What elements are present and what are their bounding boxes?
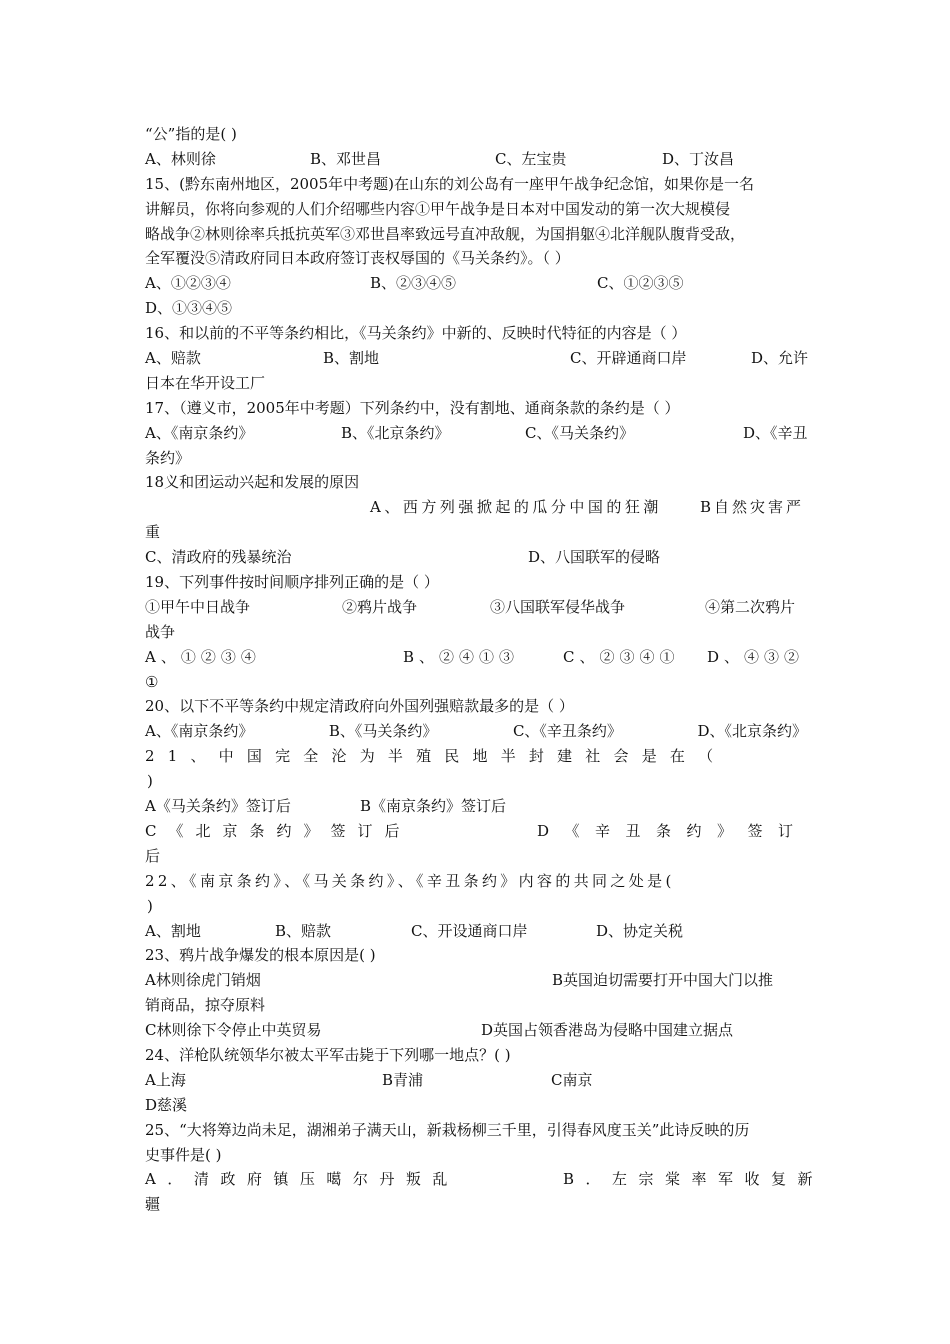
- q14-options: [145, 147, 807, 172]
- q21-options-cd: [145, 819, 807, 844]
- q16-stem: 16、和以前的不平等条约相比，《马关条约》中新的、反映时代特征的内容是（ ）: [145, 324, 687, 343]
- q16-option-b: B、割地: [323, 349, 380, 368]
- q20-option-c: C、《辛丑条约》: [512, 722, 622, 741]
- q16-option-a: A、赔款: [145, 349, 201, 368]
- q16-option-d-cont: 日本在华开设工厂: [145, 373, 266, 392]
- q19-option-c: C、②③④①: [563, 647, 680, 666]
- q20-option-a: A、《南京条约》: [145, 722, 254, 741]
- q19-event-2: ②鸦片战争: [342, 597, 418, 616]
- q18-option-c: C、清政府的残暴统治: [145, 548, 292, 567]
- exam-page: [145, 122, 825, 1217]
- q24-stem: 24、洋枪队统领华尔被太平军击毙于下列哪一地点？( ): [145, 1045, 511, 1064]
- q25-option-b: B．左宗棠率军收复新: [563, 1170, 825, 1189]
- q25-line-1: 25、“大将筹边尚未足，湖湘弟子满天山，新栽杨柳三千里，引得春风度玉关”此诗反映的历: [145, 1120, 750, 1139]
- q21-option-d: D《辛丑条约》签订: [537, 821, 809, 840]
- q22-stem-cont: ): [147, 896, 153, 915]
- q18-stem: 18义和团运动兴起和发展的原因: [145, 473, 360, 492]
- q25-option-b-cont: 疆: [145, 1195, 161, 1214]
- q14-option-c: C、左宝贵: [495, 149, 567, 168]
- q22-options: [145, 919, 807, 944]
- q17-option-b: B、《北京条约》: [341, 423, 450, 442]
- q16-option-c: C、开辟通商口岸: [570, 349, 687, 368]
- q23-stem: 23、鸦片战争爆发的根本原因是( ): [145, 946, 376, 965]
- q24-option-a: A上海: [145, 1070, 186, 1089]
- q25-line-2: 史事件是( ): [145, 1145, 222, 1164]
- q20-option-d: D、《北京条约》: [697, 722, 807, 741]
- q17-option-c: C、《马关条约》: [525, 423, 634, 442]
- q24-option-c: C南京: [551, 1070, 593, 1089]
- q18-options-ab: [145, 495, 807, 520]
- q22-option-b: B、赔款: [275, 921, 332, 940]
- q23-option-b-cont: 销商品，掠夺原料: [145, 996, 266, 1015]
- q15-option-c: C、①②③⑤: [597, 274, 684, 293]
- q19-event-3: ③八国联军侵华战争: [490, 597, 626, 616]
- q19-option-d: D、④③②: [707, 647, 805, 666]
- q22-option-d: D、协定关税: [596, 921, 684, 940]
- q17-option-d: D、《辛丑: [743, 423, 808, 442]
- q15-line-4: 全军覆没⑤清政府同日本政府签订丧权辱国的《马关条约》。（ ）: [145, 249, 570, 268]
- q19-stem: 19、下列事件按时间顺序排列正确的是（ ）: [145, 573, 439, 592]
- q18-options-cd: [145, 545, 807, 570]
- q25-options: [145, 1167, 825, 1192]
- q15-option-a: A、①②③④: [145, 274, 231, 293]
- q19-option-b: B、②④①③: [403, 647, 520, 666]
- q21-option-c: C《北京条约》签订后: [145, 821, 412, 840]
- q18-option-b-cont: 重: [145, 523, 161, 542]
- q23-option-c: C林则徐下令停止中英贸易: [145, 1021, 322, 1040]
- q15-options: [145, 271, 807, 296]
- q15-line-3: 略战争②林则徐率兵抵抗英军③邓世昌率致远号直冲敌舰，为国捐躯④北洋舰队腹背受敌，: [145, 224, 746, 243]
- q14-option-d: D、丁汝昌: [662, 149, 735, 168]
- q23-option-b: B英国迫切需要打开中国大门以推: [552, 971, 774, 990]
- q15-option-b: B、②③④⑤: [370, 274, 457, 293]
- q21-option-b: B《南京条约》签订后: [360, 797, 507, 816]
- q16-option-d: D、允许: [751, 349, 809, 368]
- q19-event-4-cont: 战争: [145, 622, 176, 641]
- q17-stem: 17、（遵义市，2005年中考题）下列条约中，没有割地、通商条款的条约是（ ）: [145, 398, 680, 417]
- q21-option-a: A《马关条约》签订后: [145, 797, 291, 816]
- q23-option-a: A林则徐虎门销烟: [145, 971, 261, 990]
- q23-options-ab: [145, 968, 807, 993]
- q14-option-b: B、邓世昌: [310, 149, 382, 168]
- q19-options: [145, 645, 807, 670]
- q20-option-b: B、《马关条约》: [328, 722, 438, 741]
- q25-option-a: A．清政府镇压噶尔丹叛乱: [145, 1170, 459, 1189]
- q21-options-ab: [145, 794, 807, 819]
- q22-option-c: C、开设通商口岸: [411, 921, 528, 940]
- q24-options: [145, 1068, 807, 1093]
- q21-stem: 21、中国完全沦为半殖民地半封建社会是在（: [145, 747, 727, 766]
- q19-option-a: A、①②③④: [145, 647, 261, 666]
- q23-option-d: D英国占领香港岛为侵略中国建立据点: [481, 1021, 734, 1040]
- q21-option-d-cont: 后: [145, 846, 161, 865]
- q15-line-2: 讲解员，你将向参观的人们介绍哪些内容①甲午战争是日本对中国发动的第一次大规模侵: [145, 199, 731, 218]
- q24-option-b: B青浦: [382, 1070, 424, 1089]
- q24-option-d: D慈溪: [145, 1095, 188, 1114]
- q19-event-4: ④第二次鸦片: [705, 597, 796, 616]
- q22-stem: 22、《南京条约》、《马关条约》、《辛丑条约》内容的共同之处是(: [145, 871, 675, 890]
- q17-option-a: A、《南京条约》: [145, 423, 254, 442]
- q17-options: [145, 421, 807, 446]
- q16-options: [145, 346, 807, 371]
- q17-option-d-cont: 条约》: [145, 448, 191, 467]
- q19-event-1: ①甲午中日战争: [145, 597, 251, 616]
- q20-stem: 20、以下不平等条约中规定清政府向外国列强赔款最多的是（ ）: [145, 697, 574, 716]
- q19-option-d-cont: ①: [145, 672, 159, 691]
- q15-line-1: 15、(黔东南州地区，2005年中考题)在山东的刘公岛有一座甲午战争纪念馆，如果你是一名: [145, 174, 754, 193]
- q18-option-d: D、八国联军的侵略: [528, 548, 661, 567]
- q14-stem-end: “公”指的是( ): [145, 125, 237, 143]
- q22-option-a: A、割地: [145, 921, 201, 940]
- q15-option-d: D、①③④⑤: [145, 299, 233, 318]
- q21-stem-cont: ): [147, 772, 153, 791]
- q18-option-b: B自然灾害严: [700, 498, 805, 517]
- q19-events: [145, 595, 807, 620]
- q18-option-a: A、西方列强掀起的瓜分中国的狂潮: [370, 498, 662, 517]
- q20-options: [145, 719, 807, 744]
- q23-options-cd: [145, 1018, 807, 1043]
- q14-option-a: A、林则徐: [145, 149, 216, 168]
